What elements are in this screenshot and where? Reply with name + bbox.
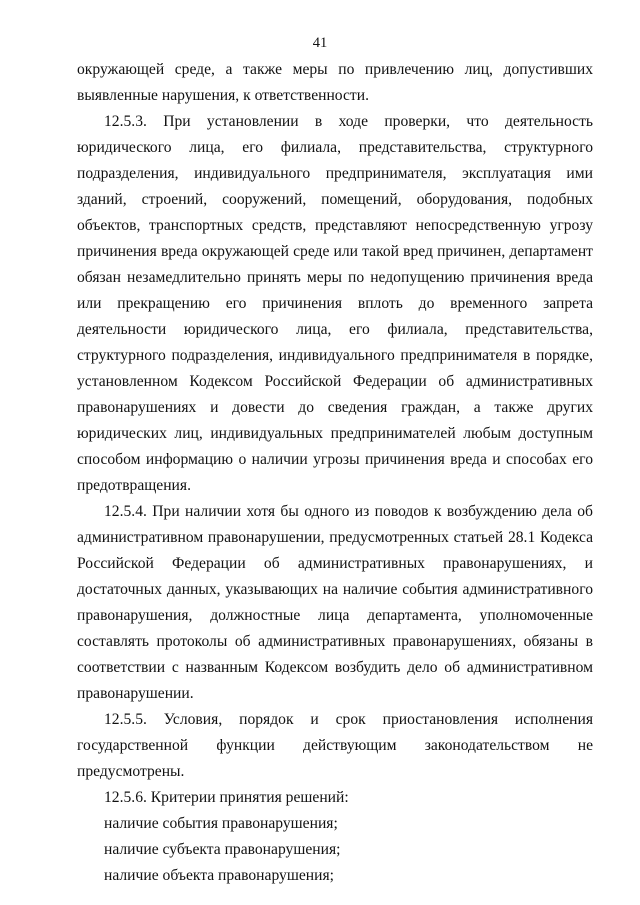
criteria-item-subject: наличие субъекта правонарушения; [104, 841, 341, 858]
document-body [77, 57, 593, 889]
page-number: 41 [312, 35, 328, 51]
paragraph-continuation: окружающей среде, а также меры по привлечению лиц, допустивших выявленные нарушения, к ответственности. [77, 61, 593, 104]
paragraph-12-5-5: 12.5.5. Условия, порядок и срок приостановления исполнения государственной функции действующим законодательством не предусмотрены. [77, 711, 593, 780]
criteria-item-object: наличие объекта правонарушения; [104, 867, 334, 884]
paragraph-12-5-3: 12.5.3. При установлении в ходе проверки, что деятельность юридического лица, его филиала, представительства, структурного подразделения, индивидуального предпринимателя, эксплуатация ими зданий, строений, сооружений, помещений, оборудования, подобных объектов, транспортных средств, представляют непосредственную угрозу причинения вреда окружающей среде или такой вред причинен, департамент обязан незамедлительно принять меры по недопущению причинения вреда или прекращению его причинения вплоть до временного запрета деятельности юридического лица, его филиала, представительства, структурного подразделения, индивидуального предпринимателя в порядке, установленном Кодексом Российской Федерации об административных правонарушениях и довести до сведения граждан, а также других юридических лиц, индивидуальных предпринимателей любым доступным способом информацию о наличии угрозы причинения вреда и способах его предотвращения. [77, 113, 593, 494]
paragraph-12-5-4: 12.5.4. При наличии хотя бы одного из поводов к возбуждению дела об административном правонарушении, предусмотренных статьей 28.1 Кодекса Российской Федерации об административных правонарушениях, и достаточных данных, указывающих на наличие события административного правонарушения, должностные лица департамента, уполномоченные составлять протоколы об административных правонарушениях, обязаны в соответствии с названным Кодексом возбудить дело об административном правонарушении. [77, 503, 593, 702]
criteria-item-event: наличие события правонарушения; [104, 815, 338, 832]
paragraph-12-5-6: 12.5.6. Критерии принятия решений: [104, 789, 349, 806]
